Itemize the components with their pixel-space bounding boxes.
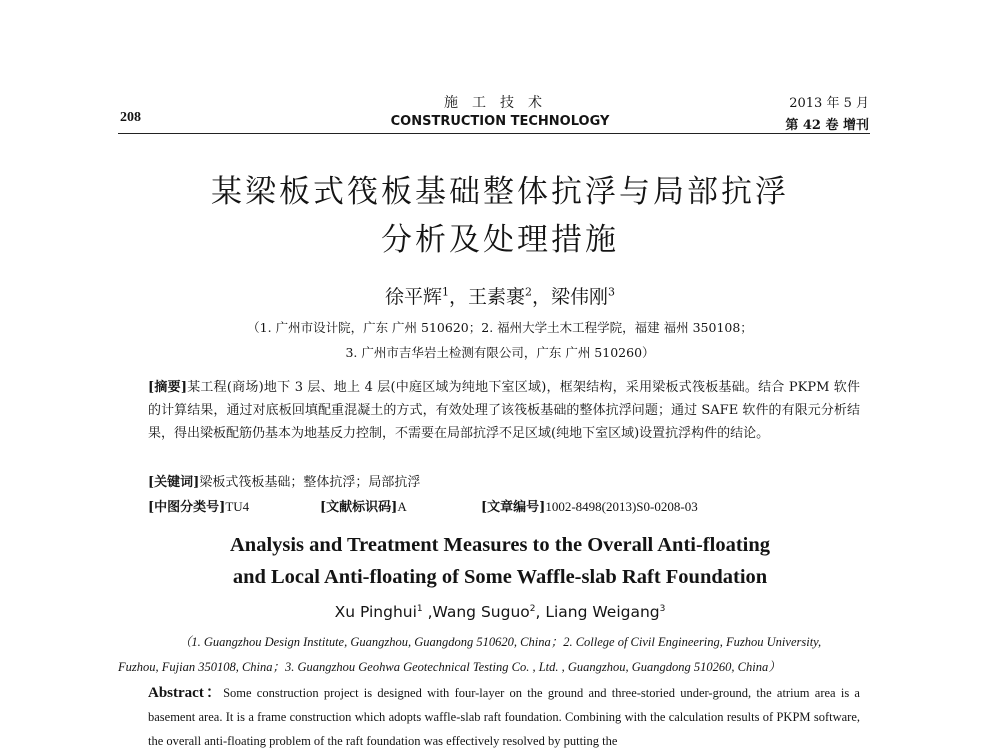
abstract-en-label: Abstract： xyxy=(148,685,224,701)
author-separator: ， xyxy=(448,286,468,308)
author-name: 王素裹 xyxy=(467,286,525,308)
author-affil-marker: 3 xyxy=(608,285,616,299)
author-affil-marker: 1 xyxy=(416,603,423,614)
author-separator: , xyxy=(422,603,433,621)
author-affil-marker: 2 xyxy=(525,285,532,299)
affiliations-en-line2: Fuzhou, Fujian 350108, China；3. Guangzhou Geohwa Geotechnical Testing Co. , Ltd. , Guangzhou, Guangdong 510260, China） xyxy=(118,660,781,674)
author-name: 梁伟刚 xyxy=(551,286,609,308)
author-name-en: Wang Suguo xyxy=(432,603,530,621)
clc-number xyxy=(148,496,249,515)
author-affil-marker: 2 xyxy=(529,603,536,614)
article-title-cn-line2: 分析及处理措施 xyxy=(381,222,619,258)
article-title-cn-line1: 某梁板式筏板基础整体抗浮与局部抗浮 xyxy=(211,174,789,210)
authors-en xyxy=(0,603,1000,621)
author-name-en: Xu Pinghui xyxy=(334,603,417,621)
article-title-en-line2: and Local Anti-floating of Some Waffle-slab Raft Foundation xyxy=(232,566,768,588)
article-no-value: 1002-8498(2013)S0-0208-03 xyxy=(545,499,698,514)
abstract-cn xyxy=(148,376,860,445)
journal-title-cn: 施工技术 xyxy=(444,95,556,111)
affiliations-cn-line2: 3. 广州市吉华岩土检测有限公司，广东 广州 510260） xyxy=(345,345,655,360)
author-affil-marker: 1 xyxy=(441,285,449,299)
page-number: 208 xyxy=(120,110,141,125)
author-separator: , xyxy=(535,603,546,621)
article-number xyxy=(481,496,698,515)
doc-code-label: [文献标识码] xyxy=(320,500,398,515)
article-no-label: [文章编号] xyxy=(481,500,546,515)
abstract-cn-text: 某工程(商场)地下 3 层、地上 4 层(中庭区域为纯地下室区域)，框架结构，采用梁板式筏板基础。结合 PKPM 软件的计算结果，通过对底板回填配重混凝土的方式，有效处理了该筏板基础的整体抗浮问题；通过 SAFE 软件的有限元分析结果，得出梁板配筋仍基本为地基反力控制，不需要在局部抗浮不足区域(纯地下室区域)设置抗浮构件的结论。 xyxy=(148,380,860,441)
clc-label: [中图分类号] xyxy=(148,500,226,515)
affiliations-cn-line1: （1. 广州市设计院，广东 广州 510620；2. 福州大学土木工程学院，福建 福州 350108； xyxy=(247,320,753,335)
author-name: 徐平辉 xyxy=(384,286,442,308)
author-affil-marker: 3 xyxy=(659,603,666,614)
keywords-cn xyxy=(148,471,420,490)
authors-cn xyxy=(0,282,1000,309)
issue-date: 2013 年 5 月 xyxy=(789,96,869,111)
header-rule xyxy=(118,133,870,134)
issue-volume: 第 42 卷 增刊 xyxy=(785,118,869,133)
document-code xyxy=(320,496,407,515)
keywords-cn-label: [关键词] xyxy=(148,475,200,490)
doc-code-value: A xyxy=(397,499,407,514)
abstract-cn-label: [摘要] xyxy=(148,380,187,395)
abstract-en-text: Some construction project is designed with four-layer on the ground and three-storied under-ground, the atrium area is a basement area. It is a frame construction which adopts waffle-slab raft foundation. Combining with the calculation results of PKPM software, the overall anti-floating problem of the raft foundation was effectively resolved by putting the xyxy=(148,686,860,748)
abstract-en xyxy=(148,681,860,753)
affiliations-en-line1: （1. Guangzhou Design Institute, Guangzhou, Guangdong 510620, China；2. College of Civil Engineering, Fuzhou University, xyxy=(178,635,822,649)
journal-title-en: CONSTRUCTION TECHNOLOGY xyxy=(390,114,610,129)
article-title-en-line1: Analysis and Treatment Measures to the Overall Anti-floating xyxy=(229,534,770,556)
clc-value: TU4 xyxy=(225,499,250,514)
author-name-en: Liang Weigang xyxy=(545,603,660,621)
keywords-cn-text: 梁板式筏板基础；整体抗浮；局部抗浮 xyxy=(199,475,421,490)
author-separator: ， xyxy=(532,286,552,308)
